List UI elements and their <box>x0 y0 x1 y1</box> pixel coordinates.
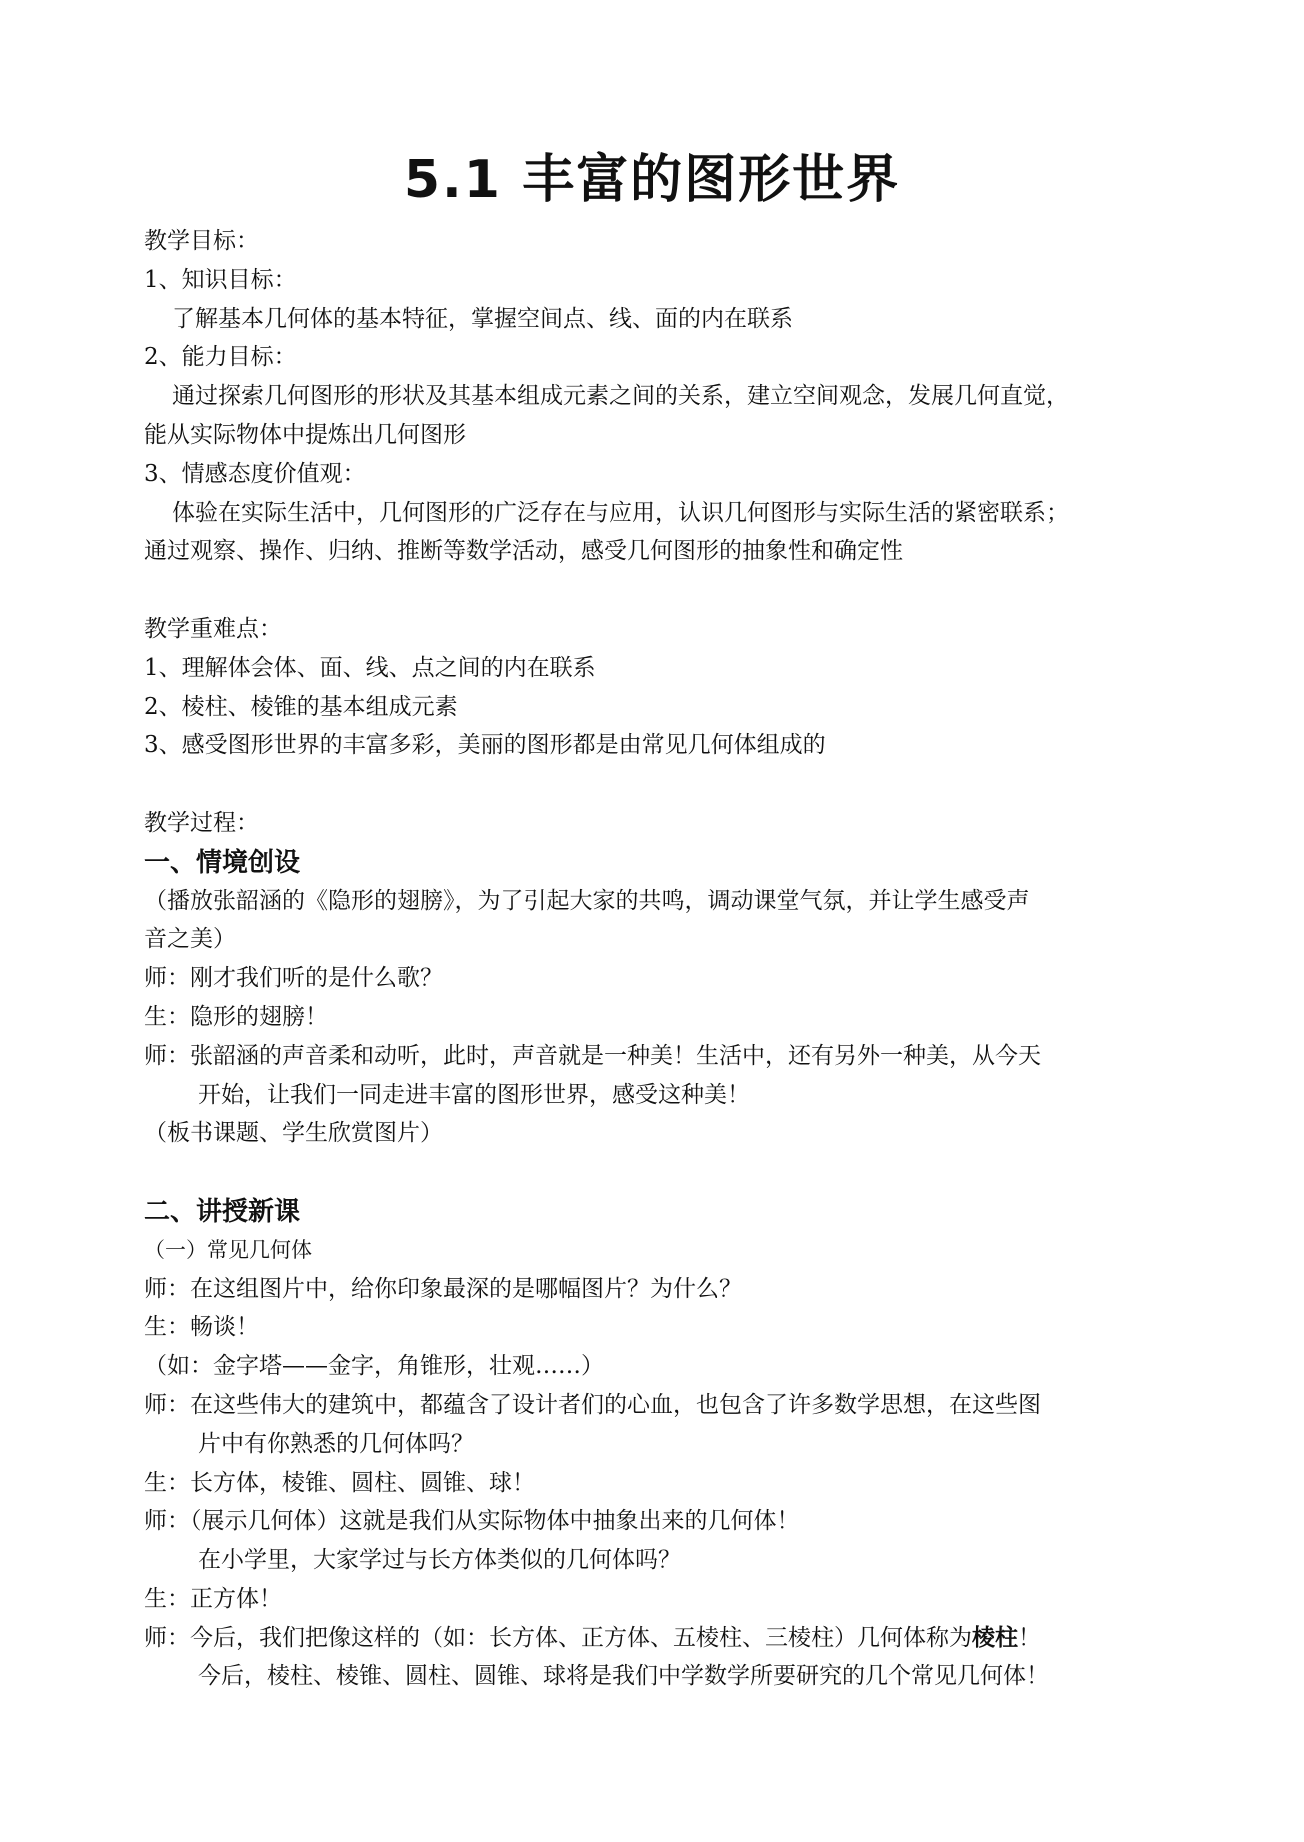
key-point-3: 3、感受图形世界的丰富多彩，美丽的图形都是由常见几何体组成的 <box>144 732 826 759</box>
section-2-line: 片中有你熟悉的几何体吗？ <box>198 1430 474 1457</box>
section-2-subtitle: （一）常见几何体 <box>144 1237 312 1262</box>
section-1-title: 一、情境创设 <box>144 847 301 878</box>
objective-2-text-a: 通过探索几何图形的形状及其基本组成元素之间的关系，建立空间观念，发展几何直觉， <box>172 383 1069 410</box>
section-1-line: 师：张韶涵的声音柔和动听，此时，声音就是一种美！生活中，还有另外一种美，从今天 <box>144 1042 1041 1069</box>
key-point-1: 1、理解体会体、面、线、点之间的内在联系 <box>144 654 596 681</box>
section-1-line: （板书课题、学生欣赏图片） <box>144 1120 443 1147</box>
section-2-line: （如：金字塔——金字，角锥形，壮观……） <box>144 1353 604 1380</box>
section-2-line: 师：在这组图片中，给你印象最深的是哪幅图片？为什么？ <box>144 1275 742 1302</box>
objective-3-text-a: 体验在实际生活中，几何图形的广泛存在与应用，认识几何图形与实际生活的紧密联系； <box>172 499 1069 526</box>
key-point-2: 2、棱柱、棱锥的基本组成元素 <box>144 693 458 720</box>
section-1-line: （播放张韶涵的《隐形的翅膀》，为了引起大家的共鸣，调动课堂气氛，并让学生感受声 <box>144 887 1030 914</box>
objective-2-label: 2、能力目标： <box>144 344 297 371</box>
objective-3-text-b: 通过观察、操作、归纳、推断等数学活动，感受几何图形的抽象性和确定性 <box>144 538 903 565</box>
spacer <box>144 1153 1174 1192</box>
section-2-line: 师：在这些伟大的建筑中，都蕴含了设计者们的心血，也包含了许多数学思想，在这些图 <box>144 1391 1041 1418</box>
section-1-line: 开始，让我们一同走进丰富的图形世界，感受这种美！ <box>198 1081 750 1108</box>
spacer <box>144 765 1174 804</box>
section-1-line: 音之美） <box>144 926 236 953</box>
objective-1-text: 了解基本几何体的基本特征，掌握空间点、线、面的内在联系 <box>172 305 793 332</box>
section-2-line-prism-definition <box>144 1619 1174 1658</box>
section-2-line: 在小学里，大家学过与长方体类似的几何体吗？ <box>198 1547 681 1574</box>
section-2-line: 生：正方体！ <box>144 1585 282 1612</box>
prism-definition-text: 师：今后，我们把像这样的（如：长方体、正方体、五棱柱、三棱柱）几何体称为 <box>144 1624 972 1651</box>
key-points-heading: 教学重难点： <box>144 615 282 642</box>
section-2-line: 生：畅谈！ <box>144 1314 259 1341</box>
section-1-line: 师：刚才我们听的是什么歌？ <box>144 965 443 992</box>
objective-3-label: 3、情感态度价值观： <box>144 460 366 487</box>
section-1-line: 生：隐形的翅膀！ <box>144 1003 328 1030</box>
prism-definition-end: ！ <box>1018 1624 1041 1651</box>
objectives-heading: 教学目标： <box>144 228 259 254</box>
section-2-line: 生：长方体，棱锥、圆柱、圆锥、球！ <box>144 1469 535 1496</box>
prism-term: 棱柱 <box>972 1623 1018 1651</box>
section-2-line: 师：（展示几何体）这就是我们从实际物体中抽象出来的几何体！ <box>144 1508 800 1535</box>
section-2-title: 二、讲授新课 <box>144 1196 301 1227</box>
page-title: 5.1 丰富的图形世界 <box>403 150 901 210</box>
document-body <box>144 222 1174 1696</box>
section-2-line: 今后，棱柱、棱锥、圆柱、圆锥、球将是我们中学数学所要研究的几个常见几何体！ <box>198 1663 1049 1690</box>
objective-2-text-b: 能从实际物体中提炼出几何图形 <box>144 421 466 448</box>
spacer <box>144 571 1174 610</box>
objective-1-label: 1、知识目标： <box>144 266 297 293</box>
process-heading: 教学过程： <box>144 809 259 836</box>
